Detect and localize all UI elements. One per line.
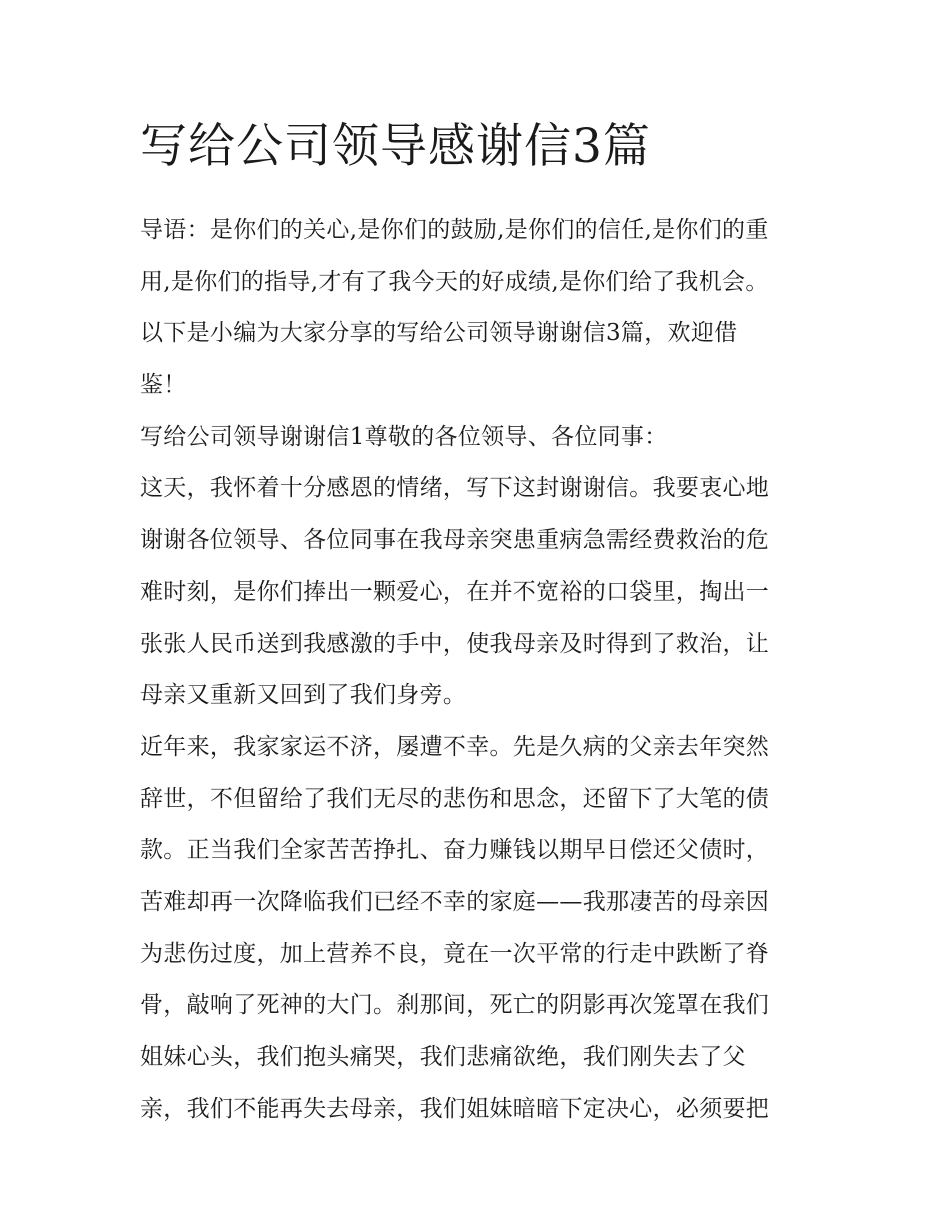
text-line: 母亲又重新又回到了我们身旁。 [140, 682, 467, 709]
text-line: 难时刻，是你们捧出一颗爱心，在并不宽裕的口袋里，掏出一 [140, 578, 770, 605]
document-body [140, 205, 812, 1135]
text-line: 辞世，不但留给了我们无尽的悲伤和思念，还留下了大笔的债 [140, 785, 770, 812]
document-title: 写给公司领导感谢信3篇 [140, 119, 651, 174]
text-line: 为悲伤过度，加上营养不良，竟在一次平常的行走中跌断了脊 [140, 940, 770, 967]
text-line: 谢谢各位领导、各位同事在我母亲突患重病急需经费救治的危 [140, 527, 770, 554]
text-line: 近年来，我家家运不济，屡遭不幸。先是久病的父亲去年突然 [140, 733, 770, 760]
text-line: 鉴！ [140, 372, 187, 399]
text-line: 导语：是你们的关心,是你们的鼓励,是你们的信任,是你们的重 [140, 217, 769, 243]
text-line: 苦难却再一次降临我们已经不幸的家庭——我那凄苦的母亲因 [140, 888, 770, 915]
text-line: 用,是你们的指导,才有了我今天的好成绩,是你们给了我机会。 [140, 268, 769, 295]
text-line: 亲，我们不能再失去母亲，我们姐妹暗暗下定决心，必须要把 [140, 1095, 770, 1122]
text-line: 骨，敲响了死神的大门。刹那间，死亡的阴影再次笼罩在我们 [140, 992, 770, 1019]
text-line: 这天，我怀着十分感恩的情绪，写下这封谢谢信。我要衷心地 [140, 475, 770, 502]
text-line: 姐妹心头，我们抱头痛哭，我们悲痛欲绝，我们刚失去了父 [140, 1044, 746, 1070]
text-line: 款。正当我们全家苦苦挣扎、奋力赚钱以期早日偿还父债时， [140, 837, 770, 864]
text-line: 张张人民币送到我感激的手中，使我母亲及时得到了救治，让 [140, 630, 770, 657]
text-line: 以下是小编为大家分享的写给公司领导谢谢信3篇，欢迎借 [140, 320, 738, 347]
text-line: 写给公司领导谢谢信1尊敬的各位领导、各位同事： [140, 423, 668, 450]
